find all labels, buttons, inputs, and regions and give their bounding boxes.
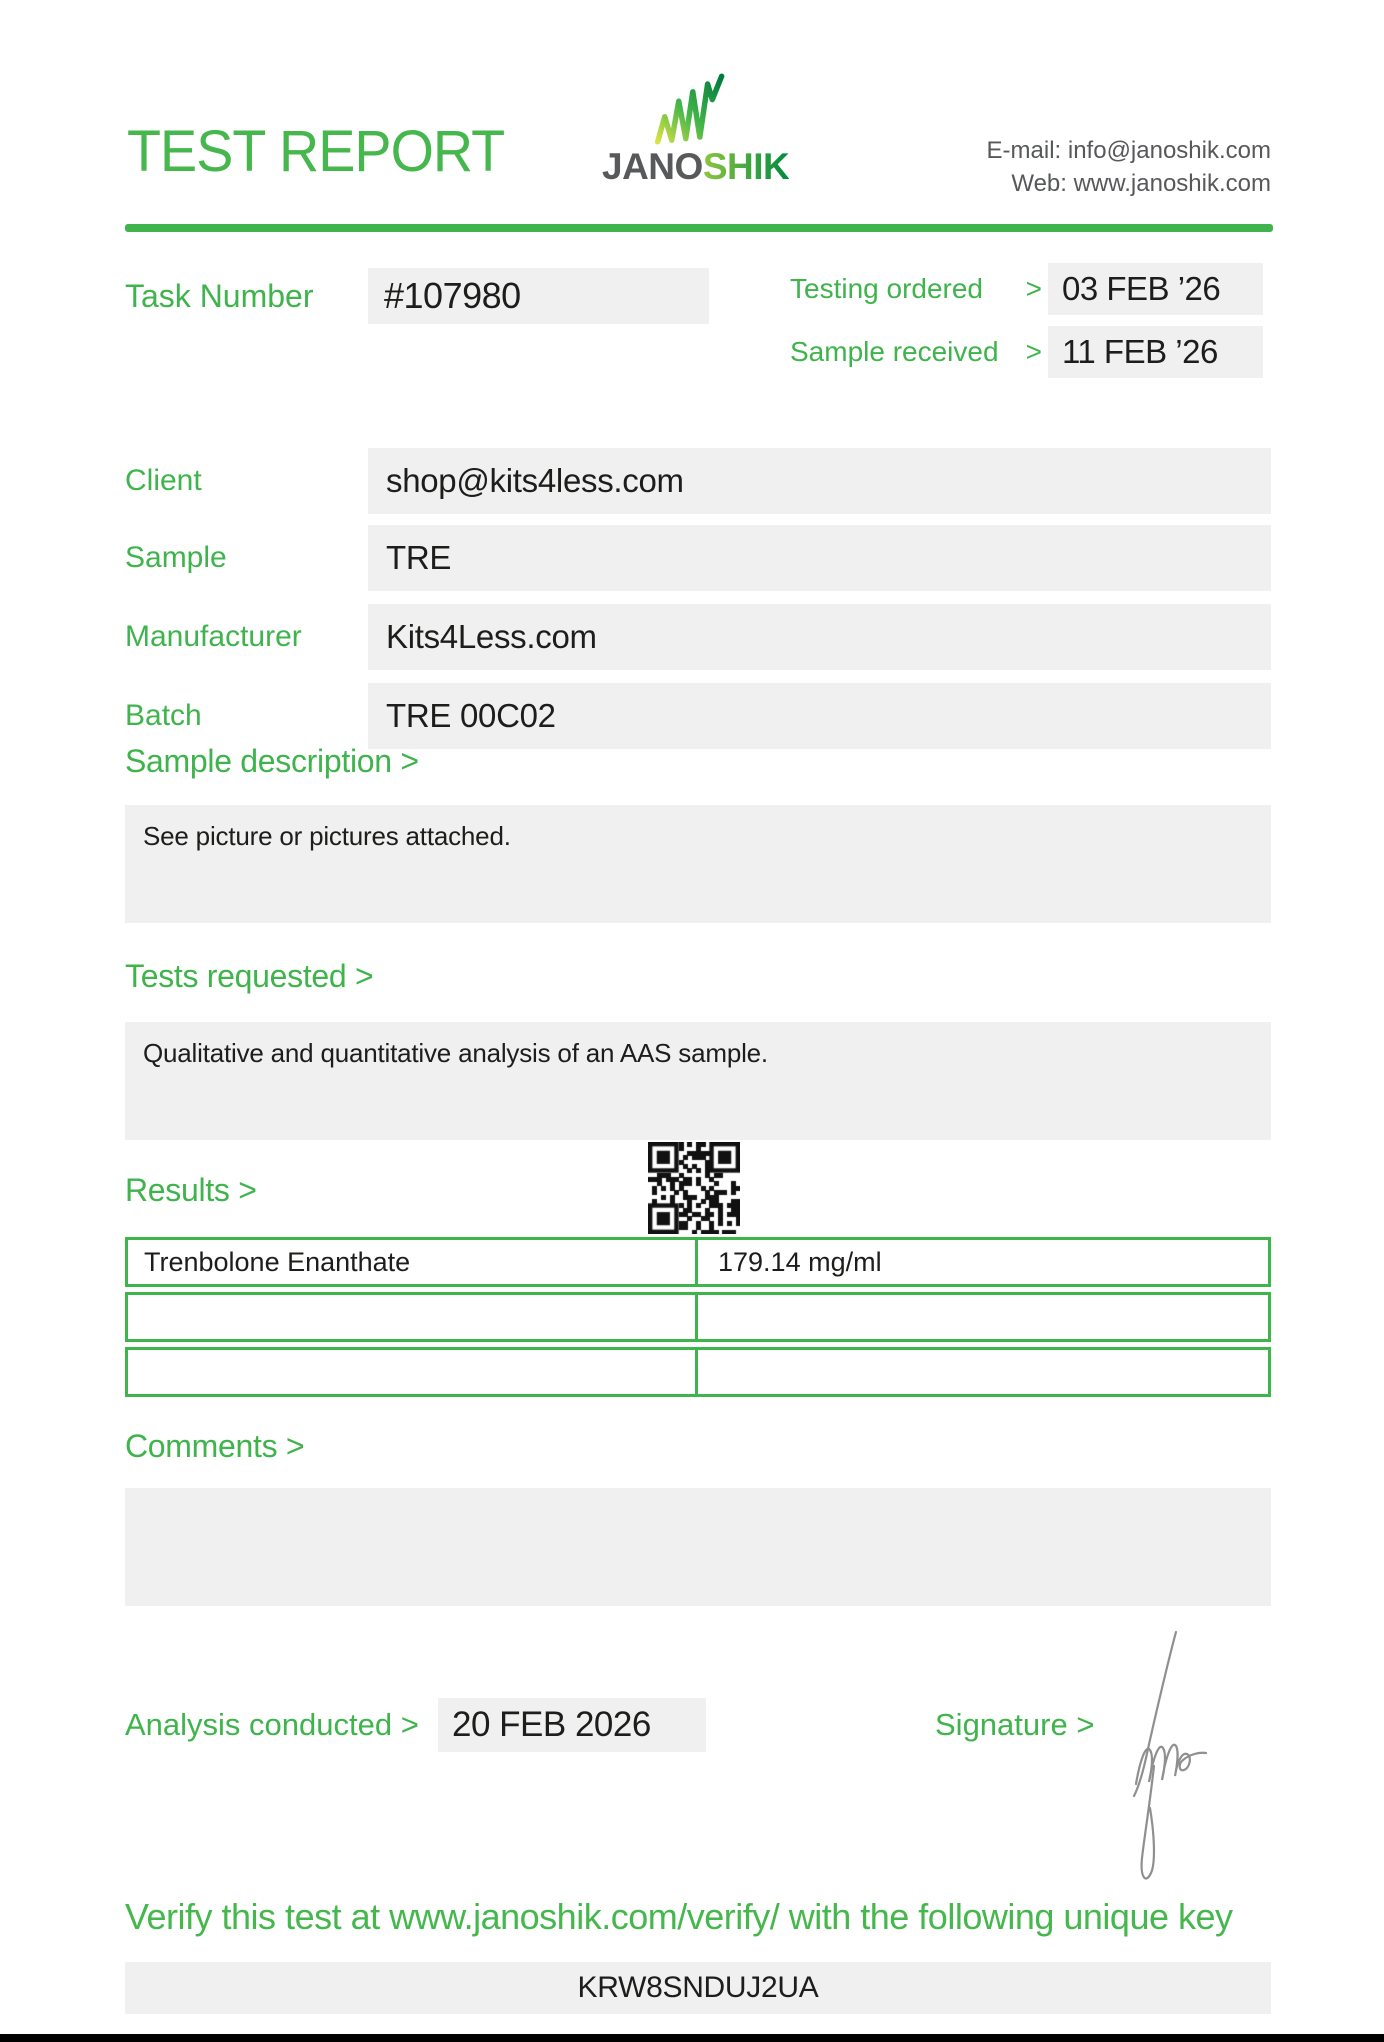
task-number-label: Task Number (125, 278, 314, 314)
contact-web: Web: www.janoshik.com (1011, 170, 1271, 197)
testing-ordered-arrow: > (1025, 273, 1042, 304)
results-heading: Results > (125, 1172, 257, 1208)
testing-ordered-value: 03 FEB ’26 (1062, 270, 1221, 307)
logo-wordmark (602, 146, 789, 188)
analyte-cell (128, 1295, 698, 1339)
sample-description-heading: Sample description > (125, 743, 419, 779)
testing-ordered-field (1048, 263, 1263, 315)
tests-requested-heading: Tests requested > (125, 958, 374, 994)
screenshot-bottom-edge (0, 2034, 1384, 2042)
analysis-conducted-label: Analysis conducted > (125, 1707, 419, 1742)
logo-shik-text: SHIK (702, 146, 790, 187)
verify-key-field (125, 1962, 1271, 2014)
result-cell: 179.14 mg/ml (718, 1247, 882, 1277)
comments-heading: Comments > (125, 1428, 305, 1464)
sample-received-arrow: > (1025, 336, 1042, 367)
sample-received-label-row (790, 326, 1042, 378)
client-label: Client (125, 464, 202, 497)
signature-label: Signature > (935, 1707, 1095, 1742)
analysis-date-value: 20 FEB 2026 (452, 1705, 651, 1744)
table-row (125, 1237, 1271, 1287)
sample-label: Sample (125, 541, 227, 574)
batch-label: Batch (125, 699, 202, 732)
client-value: shop@kits4less.com (386, 462, 684, 499)
manufacturer-value: Kits4Less.com (386, 618, 597, 655)
sample-received-label: Sample received (790, 336, 999, 367)
qr-code (648, 1142, 740, 1234)
result-cell (698, 1350, 1268, 1394)
sample-field (368, 525, 1271, 591)
verify-key-value: KRW8SNDUJ2UA (577, 1971, 819, 2004)
testing-ordered-label: Testing ordered (790, 273, 984, 304)
contact-block (987, 134, 1271, 200)
table-row (125, 1347, 1271, 1397)
handwritten-signature-icon (1112, 1626, 1227, 1891)
sample-description-text: See picture or pictures attached. (143, 821, 511, 851)
results-table (125, 1237, 1271, 1402)
tests-requested-box (125, 1022, 1271, 1140)
comments-text (125, 1488, 1271, 1504)
manufacturer-label: Manufacturer (125, 620, 302, 653)
sample-received-field (1048, 326, 1263, 378)
testing-ordered-label-row (790, 263, 1042, 315)
verify-instruction: Verify this test at www.janoshik.com/verify/ with the following unique key (125, 1896, 1233, 1937)
sample-received-value: 11 FEB ’26 (1062, 333, 1218, 370)
result-cell (698, 1295, 1268, 1339)
task-number-field (368, 268, 709, 324)
manufacturer-field (368, 604, 1271, 670)
page-title: TEST REPORT (127, 119, 505, 184)
header-divider (125, 224, 1273, 232)
analysis-date-field (438, 1698, 706, 1752)
comments-box (125, 1488, 1271, 1606)
batch-value: TRE 00C02 (386, 697, 556, 734)
task-number-value: #107980 (384, 275, 521, 316)
sample-description-box (125, 805, 1271, 923)
chart-growth-icon (653, 68, 731, 150)
logo-jano-text: JANO (602, 146, 703, 187)
client-field (368, 448, 1271, 514)
table-row (125, 1292, 1271, 1342)
analyte-cell (128, 1350, 698, 1394)
sample-value: TRE (386, 539, 452, 576)
batch-field (368, 683, 1271, 749)
analyte-cell: Trenbolone Enanthate (128, 1240, 698, 1284)
contact-email: E-mail: info@janoshik.com (986, 137, 1271, 164)
tests-requested-text: Qualitative and quantitative analysis of an AAS sample. (143, 1038, 768, 1068)
